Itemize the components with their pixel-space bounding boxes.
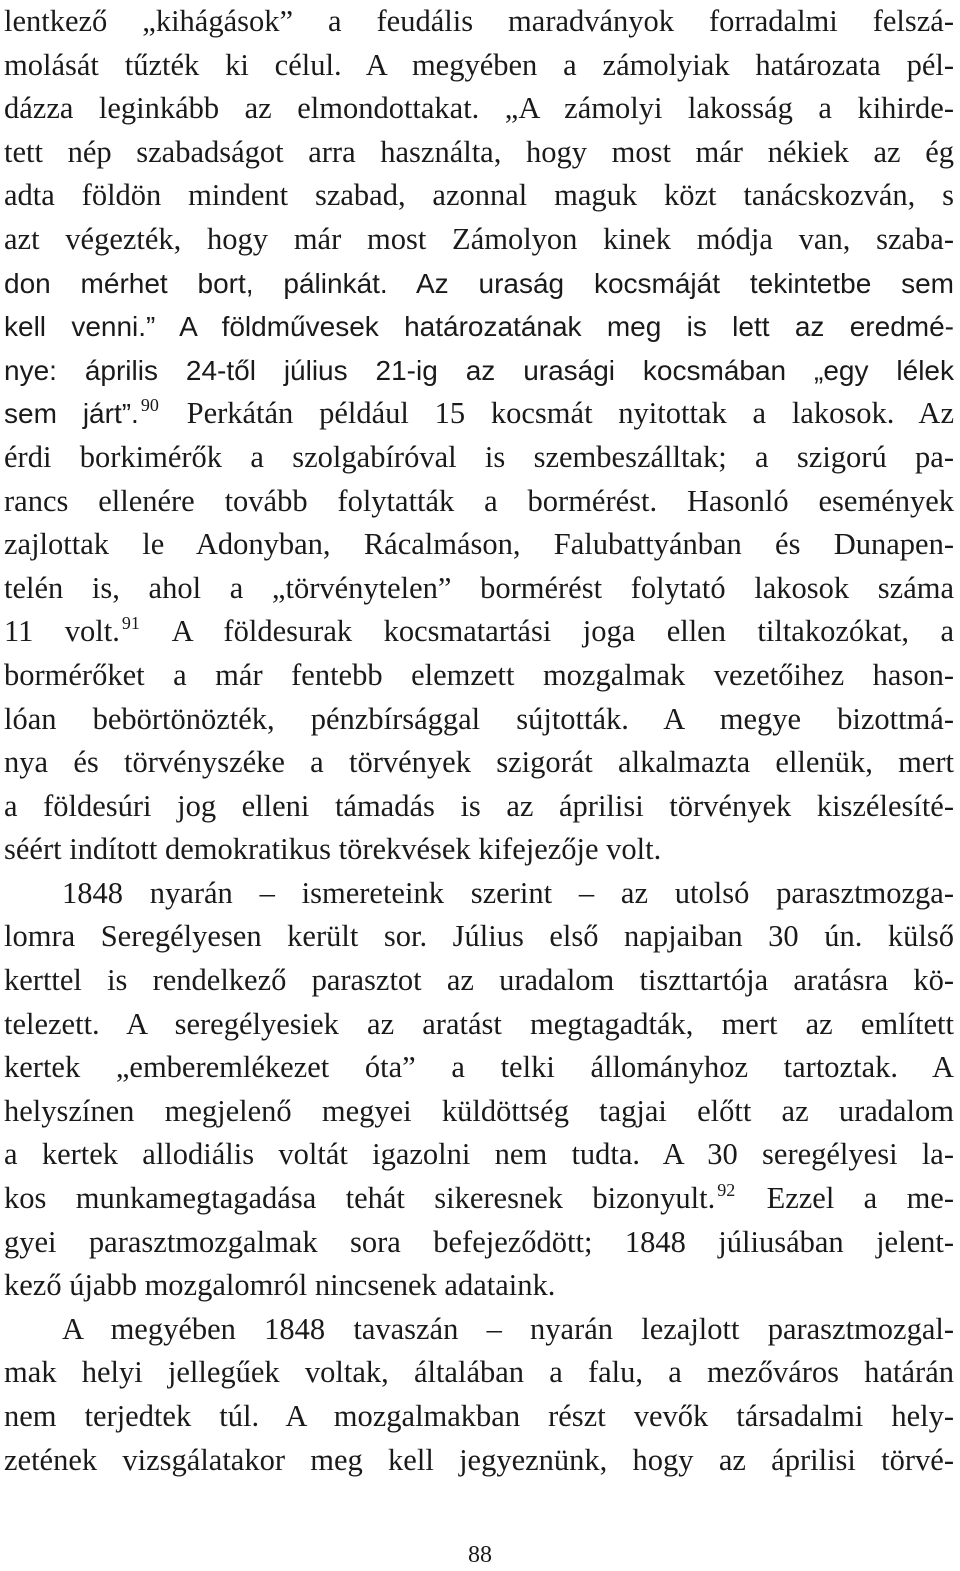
text-line: tett nép szabadságot arra használta, hogy most már nékiek az ég [4, 134, 954, 169]
text-line: kerttel is rendelkező parasztot az uradalom tiszttartója aratásra kö- [4, 963, 954, 998]
text-line: bormérőket a már fentebb elemzett mozgalmak vezetőihez hason- [4, 657, 954, 692]
text-line [4, 392, 954, 436]
text-line: gyei parasztmozgalmak sora befejeződött; 1848 júliusában jelent- [4, 1224, 954, 1259]
footnote-ref: 92 [717, 1180, 736, 1201]
line-segment: sem járt”. [4, 398, 139, 430]
text-line: don mérhet bort, pálinkát. Az uraság kocsmáját tekintetbe sem [4, 267, 954, 299]
text-line: helyszínen megjelenő megyei küldöttség tagjai előtt az uradalom [4, 1093, 954, 1128]
text-line: azt végezték, hogy már most Zámolyon kinek módja van, szaba- [4, 221, 954, 256]
line-segment: A földesurak kocsmatartási joga ellen tiltakozókat, a [141, 614, 954, 649]
body-text [4, 0, 954, 1482]
text-line: mak helyi jellegűek voltak, általában a falu, a mezőváros határán [4, 1355, 954, 1390]
text-line: zetének vizsgálatakor meg kell jegyeznünk, hogy az áprilisi törvé- [4, 1442, 954, 1477]
text-line: kertek „emberemlékezet óta” a telki állományhoz tartoztak. A [4, 1050, 954, 1085]
text-line: lomra Seregélyesen került sor. Július első napjaiban 30 ún. külső [4, 919, 954, 954]
text-line: nye: április 24-től július 21-ig az urasági kocsmában „egy lélek [4, 354, 954, 386]
text-line: séért indított demokratikus törekvések kifejezője volt. [4, 832, 662, 867]
text-line: A megyében 1848 tavaszán – nyarán lezajlott parasztmozgal- [62, 1311, 954, 1346]
text-line: érdi borkimérők a szolgabíróval is szembeszálltak; a szigorú pa- [4, 439, 954, 474]
text-line: dázza leginkább az elmondottakat. „A zámolyi lakosság a kihirde- [4, 91, 954, 126]
text-line [4, 1177, 954, 1221]
text-line: nya és törvényszéke a törvények szigorát alkalmazta ellenük, mert [4, 745, 954, 780]
text-line: nem terjedtek túl. A mozgalmakban részt vevők társadalmi hely- [4, 1399, 954, 1433]
text-line: a kertek allodiális voltát igazolni nem tudta. A 30 seregélyesi la- [4, 1137, 954, 1172]
text-line: kell venni.” A földművesek határozatának meg is lett az eredmé- [4, 311, 954, 343]
text-line: lóan bebörtönözték, pénzbírsággal sújtották. A megye bizottmá- [4, 701, 954, 736]
footnote-ref: 90 [140, 395, 159, 416]
text-line: telezett. A seregélyesiek az aratást megtagadták, mert az említett [4, 1006, 954, 1041]
text-line: zajlottak le Adonyban, Rácalmáson, Falubattyánban és Dunapen- [4, 527, 954, 562]
text-line: rancs ellenére tovább folytatták a bormérést. Hasonló események [4, 483, 954, 518]
text-line: a földesúri jog elleni támadás is az áprilisi törvények kiszélesíté- [4, 788, 954, 823]
text-line: molását tűzték ki célul. A megyében a zámolyiak határozata pél- [4, 47, 954, 82]
line-segment: 11 volt. [4, 614, 120, 649]
text-line [4, 610, 954, 654]
text-line: 1848 nyarán – ismereteink szerint – az utolsó parasztmozga- [62, 875, 954, 910]
line-segment: Perkátán például 15 kocsmát nyitottak a lakosok. Az [160, 396, 954, 431]
footnote-ref: 91 [121, 613, 140, 634]
text-line: telén is, ahol a „törvénytelen” bormérést folytató lakosok száma [4, 570, 954, 605]
page-number: 88 [468, 1542, 492, 1568]
text-line: lentkező „kihágások” a feudális maradványok forradalmi felszá- [4, 4, 954, 38]
text-line: adta földön mindent szabad, azonnal maguk közt tanácskozván, s [4, 178, 954, 213]
line-segment: Ezzel a me- [737, 1181, 955, 1216]
line-segment: kos munkamegtagadása tehát sikeresnek bizonyult. [4, 1181, 716, 1216]
text-line: kező újabb mozgalomról nincsenek adataink. [4, 1268, 556, 1303]
